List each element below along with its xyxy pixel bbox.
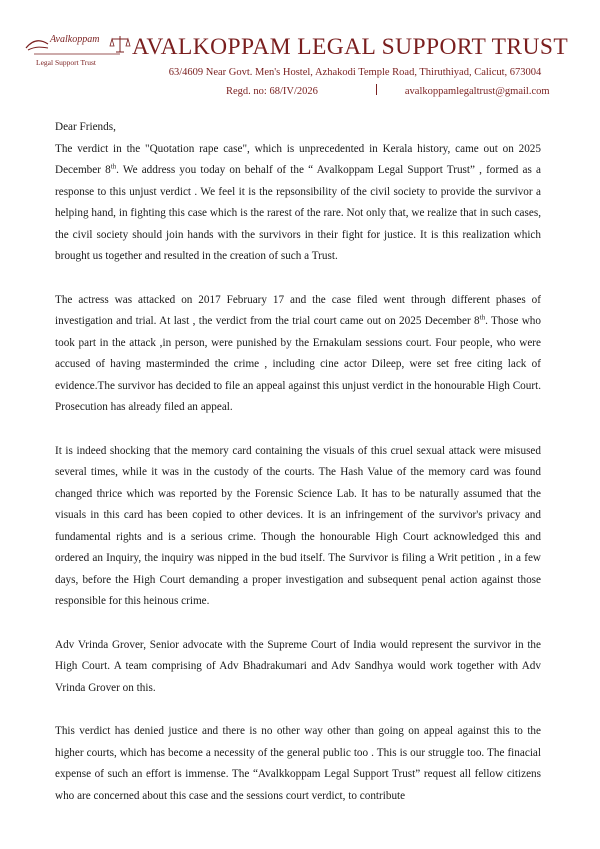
paragraph-3: It is indeed shocking that the memory card containing the visuals of this cruel sexual attack were misused several times, while it was in the custody of the courts. The Hash Value of the memory card was found changed thrice which was reported by the Forensic Science Lab. It has to be naturally assumed that the visuals in this card has been copied to other devices. It is an infringement of the survivor's privacy and fundamental rights and is a serious crime. Though the honourable High Court acknowledged this and ordered an Inquiry, the inquiry was nipped in the bud itself. The Survivor is filing a Writ petition , in a few days, before the High Court demanding a proper investigation and subsequent penal action against those responsible for this heinous crime. bbox=[55, 444, 541, 607]
paragraph-4: Adv Vrinda Grover, Senior advocate with the Supreme Court of India would represent the survivor in the High Court. A team comprising of Adv Bhadrakumari and Adv Sandhya would work together with Adv Vrinda Grover on this. bbox=[55, 638, 541, 694]
organization-title: AVALKOPPAM LEGAL SUPPORT TRUST bbox=[132, 34, 569, 60]
logo-name: Avalkoppam bbox=[50, 34, 100, 45]
registration-number: Regd. no: 68/IV/2026 bbox=[226, 86, 318, 97]
contact-divider bbox=[376, 84, 377, 95]
letterhead bbox=[0, 0, 600, 110]
trust-logo bbox=[24, 28, 134, 68]
organization-address: 63/4609 Near Govt. Men's Hostel, Azhakodi Temple Road, Thiruthiyad, Calicut, 673004 bbox=[168, 67, 542, 78]
salutation: Dear Friends, bbox=[55, 121, 116, 133]
organization-contact bbox=[226, 84, 550, 97]
logo-subtitle: Legal Support Trust bbox=[36, 58, 97, 67]
paragraph-1: The verdict in the "Quotation rape case", which is unprecedented in Kerala history, came out on 2025 December 8th. We address you today on behalf of the “ Avalkoppam Legal Support Trust” , formed as a response to this unjust verdict . We feel it is the repsonsibility of the civil society to provide the survivor a helping hand, in fighting this case which is the rarest of the rare. Not only that, we realize that in such cases, the civil society should join hands with the survivors in their fight for justice. It is this realization which brought us together and resulted in the creation of such a Trust. bbox=[55, 142, 541, 262]
paragraph-5: This verdict has denied justice and there is no other way other than going on appeal against this to the higher courts, which has become a necessity of the general public too . This is our struggle too. The finacial expense of such an effort is immense. The “Avalkkoppam Legal Support Trust” request all fellow citizens who are concerned about this case and the sessions court verdict, to contribute bbox=[55, 725, 541, 802]
paragraph-2: The actress was attacked on 2017 February 17 and the case filed went through different phases of investigation and trial. At last , the verdict from the trial court came out on 2025 December 8th. Those who took part in the attack ,in person, were punished by the Ernakulam sessions court. Four people, who were accused of having masterminded the crime , including cine actor Dileep, were set free citing lack of evidence.The survivor has decided to file an appeal against this unjust verdict in the honourable High Court. Prosecution has already filed an appeal. bbox=[55, 293, 541, 413]
email-address: avalkoppamlegaltrust@gmail.com bbox=[404, 86, 550, 97]
letter-body bbox=[55, 117, 541, 829]
